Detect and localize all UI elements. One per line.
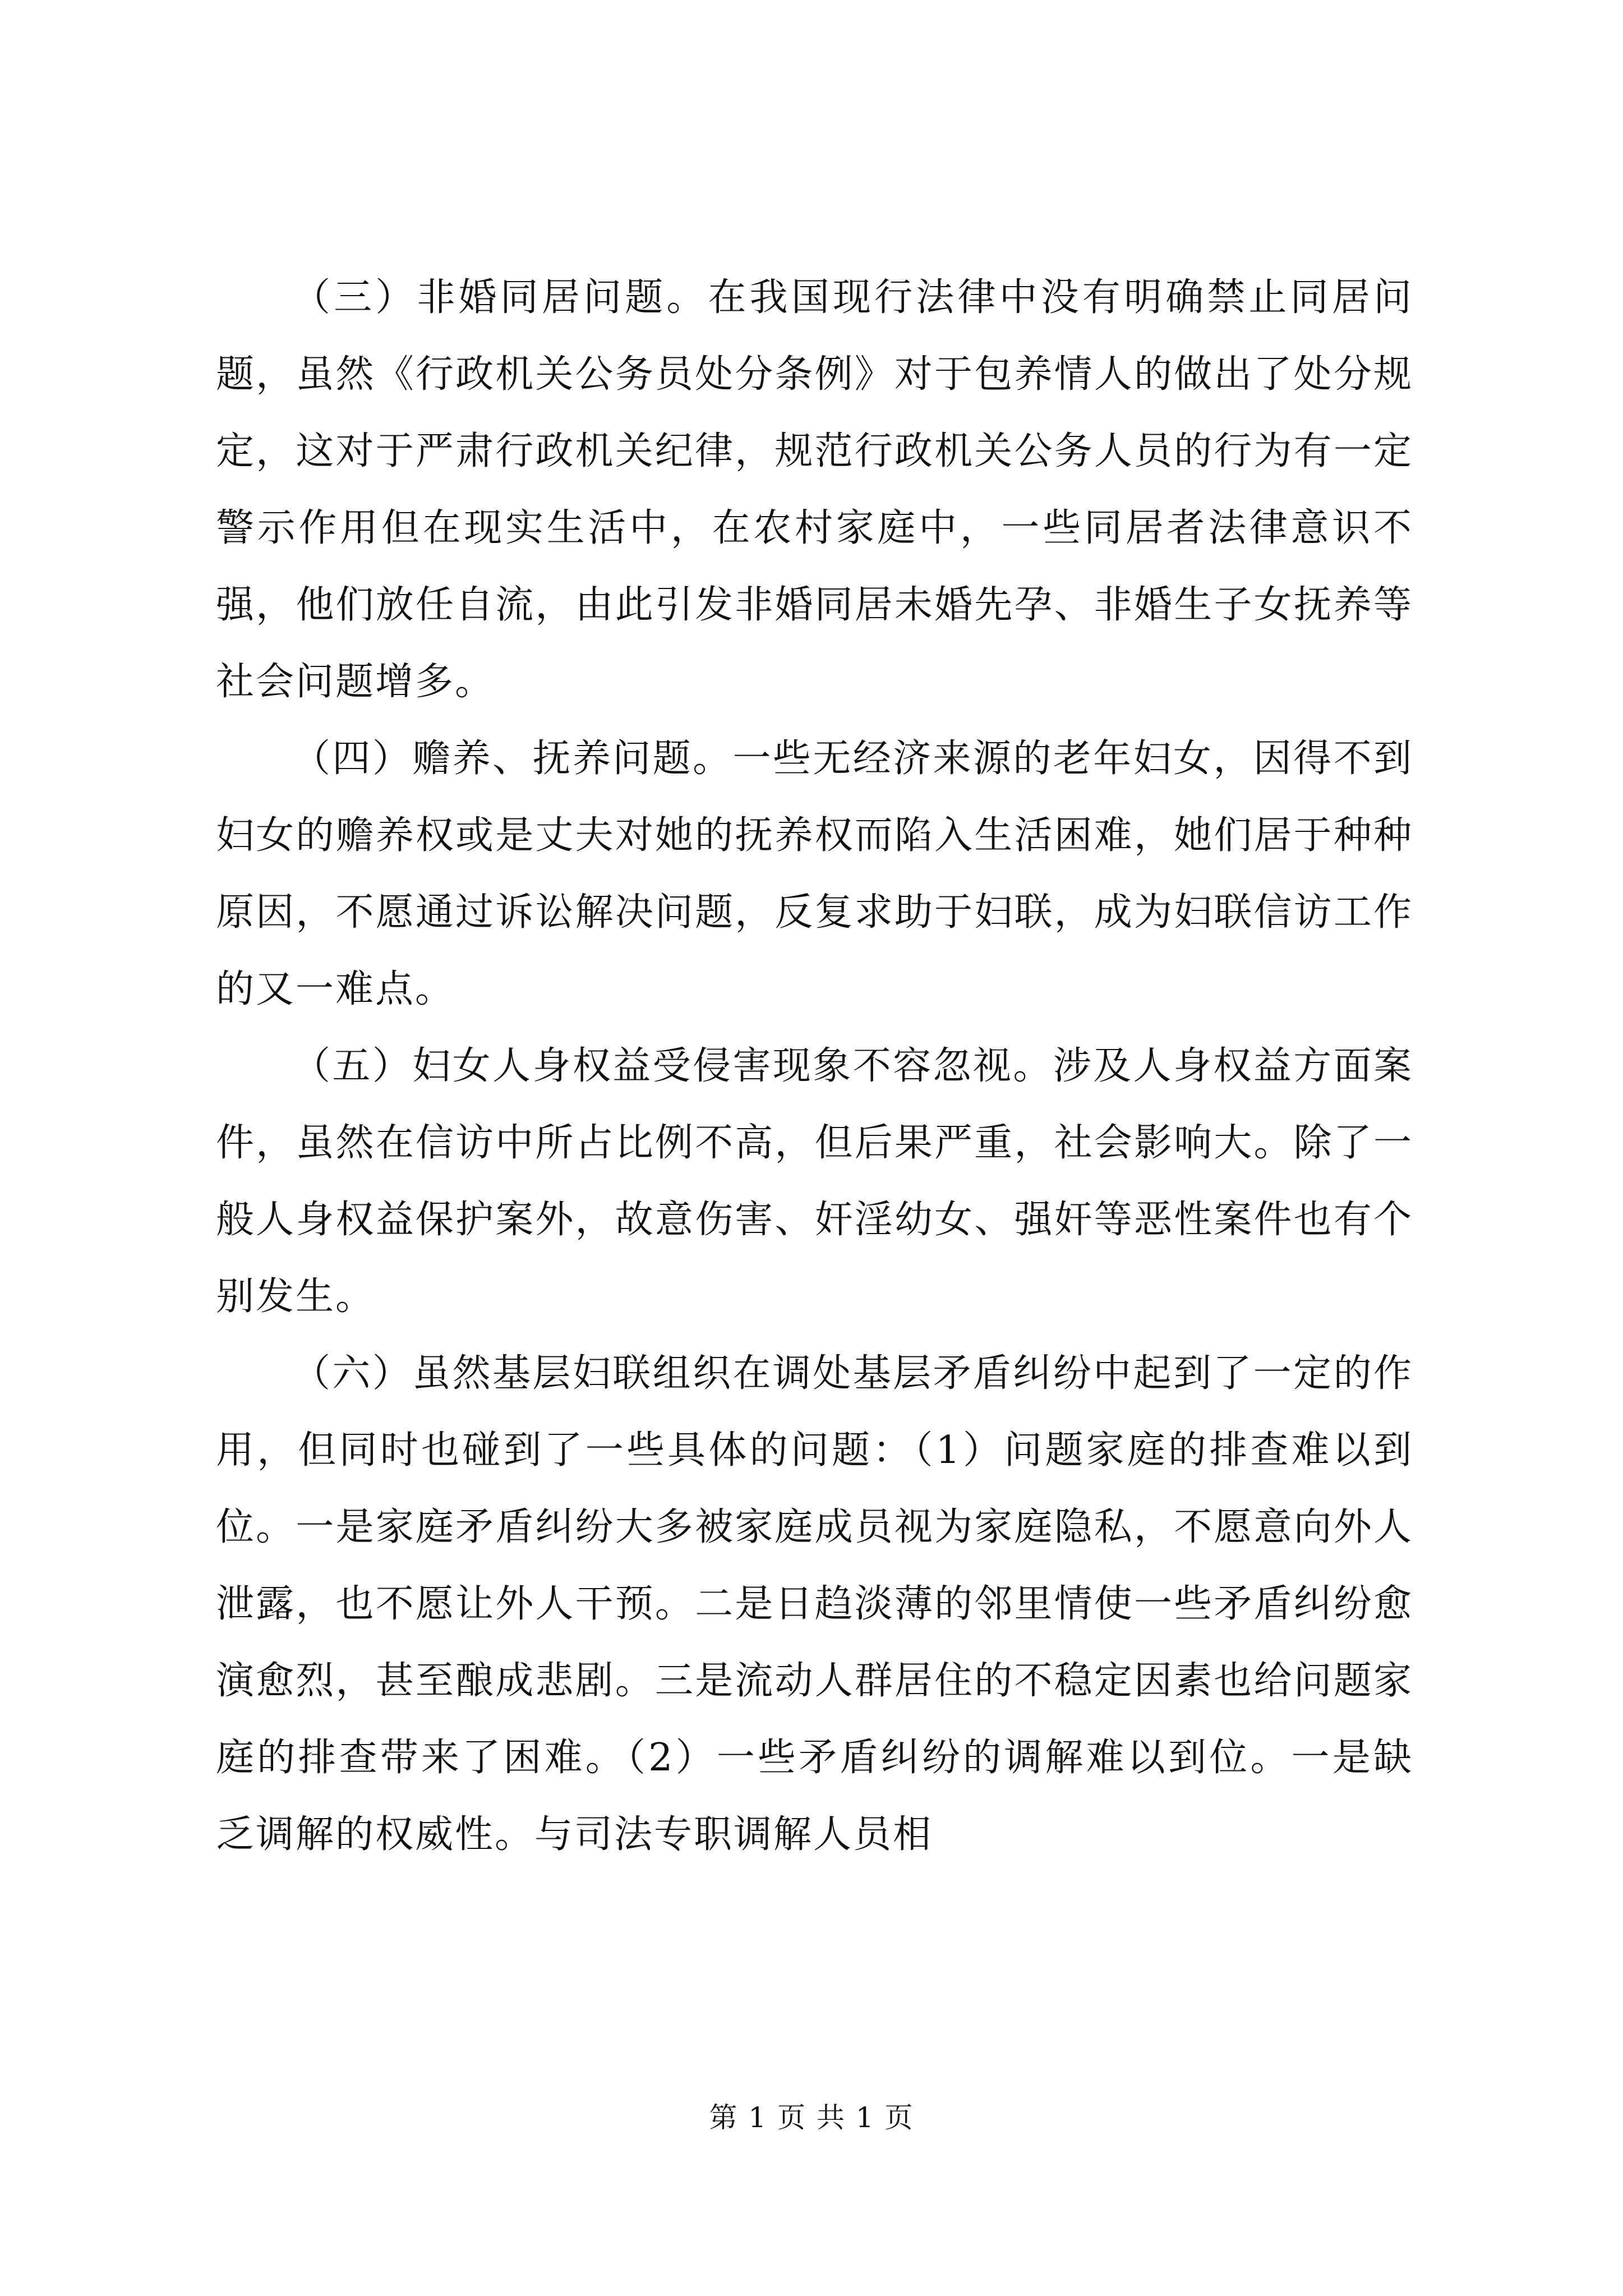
paragraph-3-cohabitation: （三）非婚同居问题。在我国现行法律中没有明确禁止同居问题，虽然《行政机关公务员处分条例》对于包养情人的做出了处分规定，这对于严肃行政机关纪律，规范行政机关公务人员的行为有一定警示作用但在现实生活中，在农村家庭中，一些同居者法律意识不强，他们放任自流，由此引发非婚同居未婚先孕、非婚生子女抚养等社会问题增多。 — [216, 275, 1413, 704]
paragraph-6-grassroots-issues: （六）虽然基层妇联组织在调处基层矛盾纠纷中起到了一定的作用，但同时也碰到了一些具体的问题：（1）问题家庭的排查难以到位。一是家庭矛盾纠纷大多被家庭成员视为家庭隐私，不愿意向外人泄露，也不愿让外人干预。二是日趋淡薄的邻里情使一些矛盾纠纷愈演愈烈，甚至酿成悲剧。三是流动人群居住的不稳定因素也给问题家庭的排查带来了困难。（2）一些矛盾纠纷的调解难以到位。一是缺乏调解的权威性。与司法专职调解人员相 — [216, 1351, 1413, 1857]
document-body — [216, 259, 1413, 1873]
page-footer: 第 1 页 共 1 页 — [709, 2101, 914, 2134]
paragraph-5-personal-rights: （五）妇女人身权益受侵害现象不容忽视。涉及人身权益方面案件，虽然在信访中所占比例不高，但后果严重，社会影响大。除了一般人身权益保护案外，故意伤害、奸淫幼女、强奸等恶性案件也有个别发生。 — [216, 1044, 1413, 1319]
paragraph-4-support: （四）赡养、抚养问题。一些无经济来源的老年妇女，因得不到妇女的赡养权或是丈夫对她的抚养权而陷入生活困难，她们居于种种原因，不愿通过诉讼解决问题，反复求助于妇联，成为妇联信访工作的又一难点。 — [216, 737, 1413, 1011]
